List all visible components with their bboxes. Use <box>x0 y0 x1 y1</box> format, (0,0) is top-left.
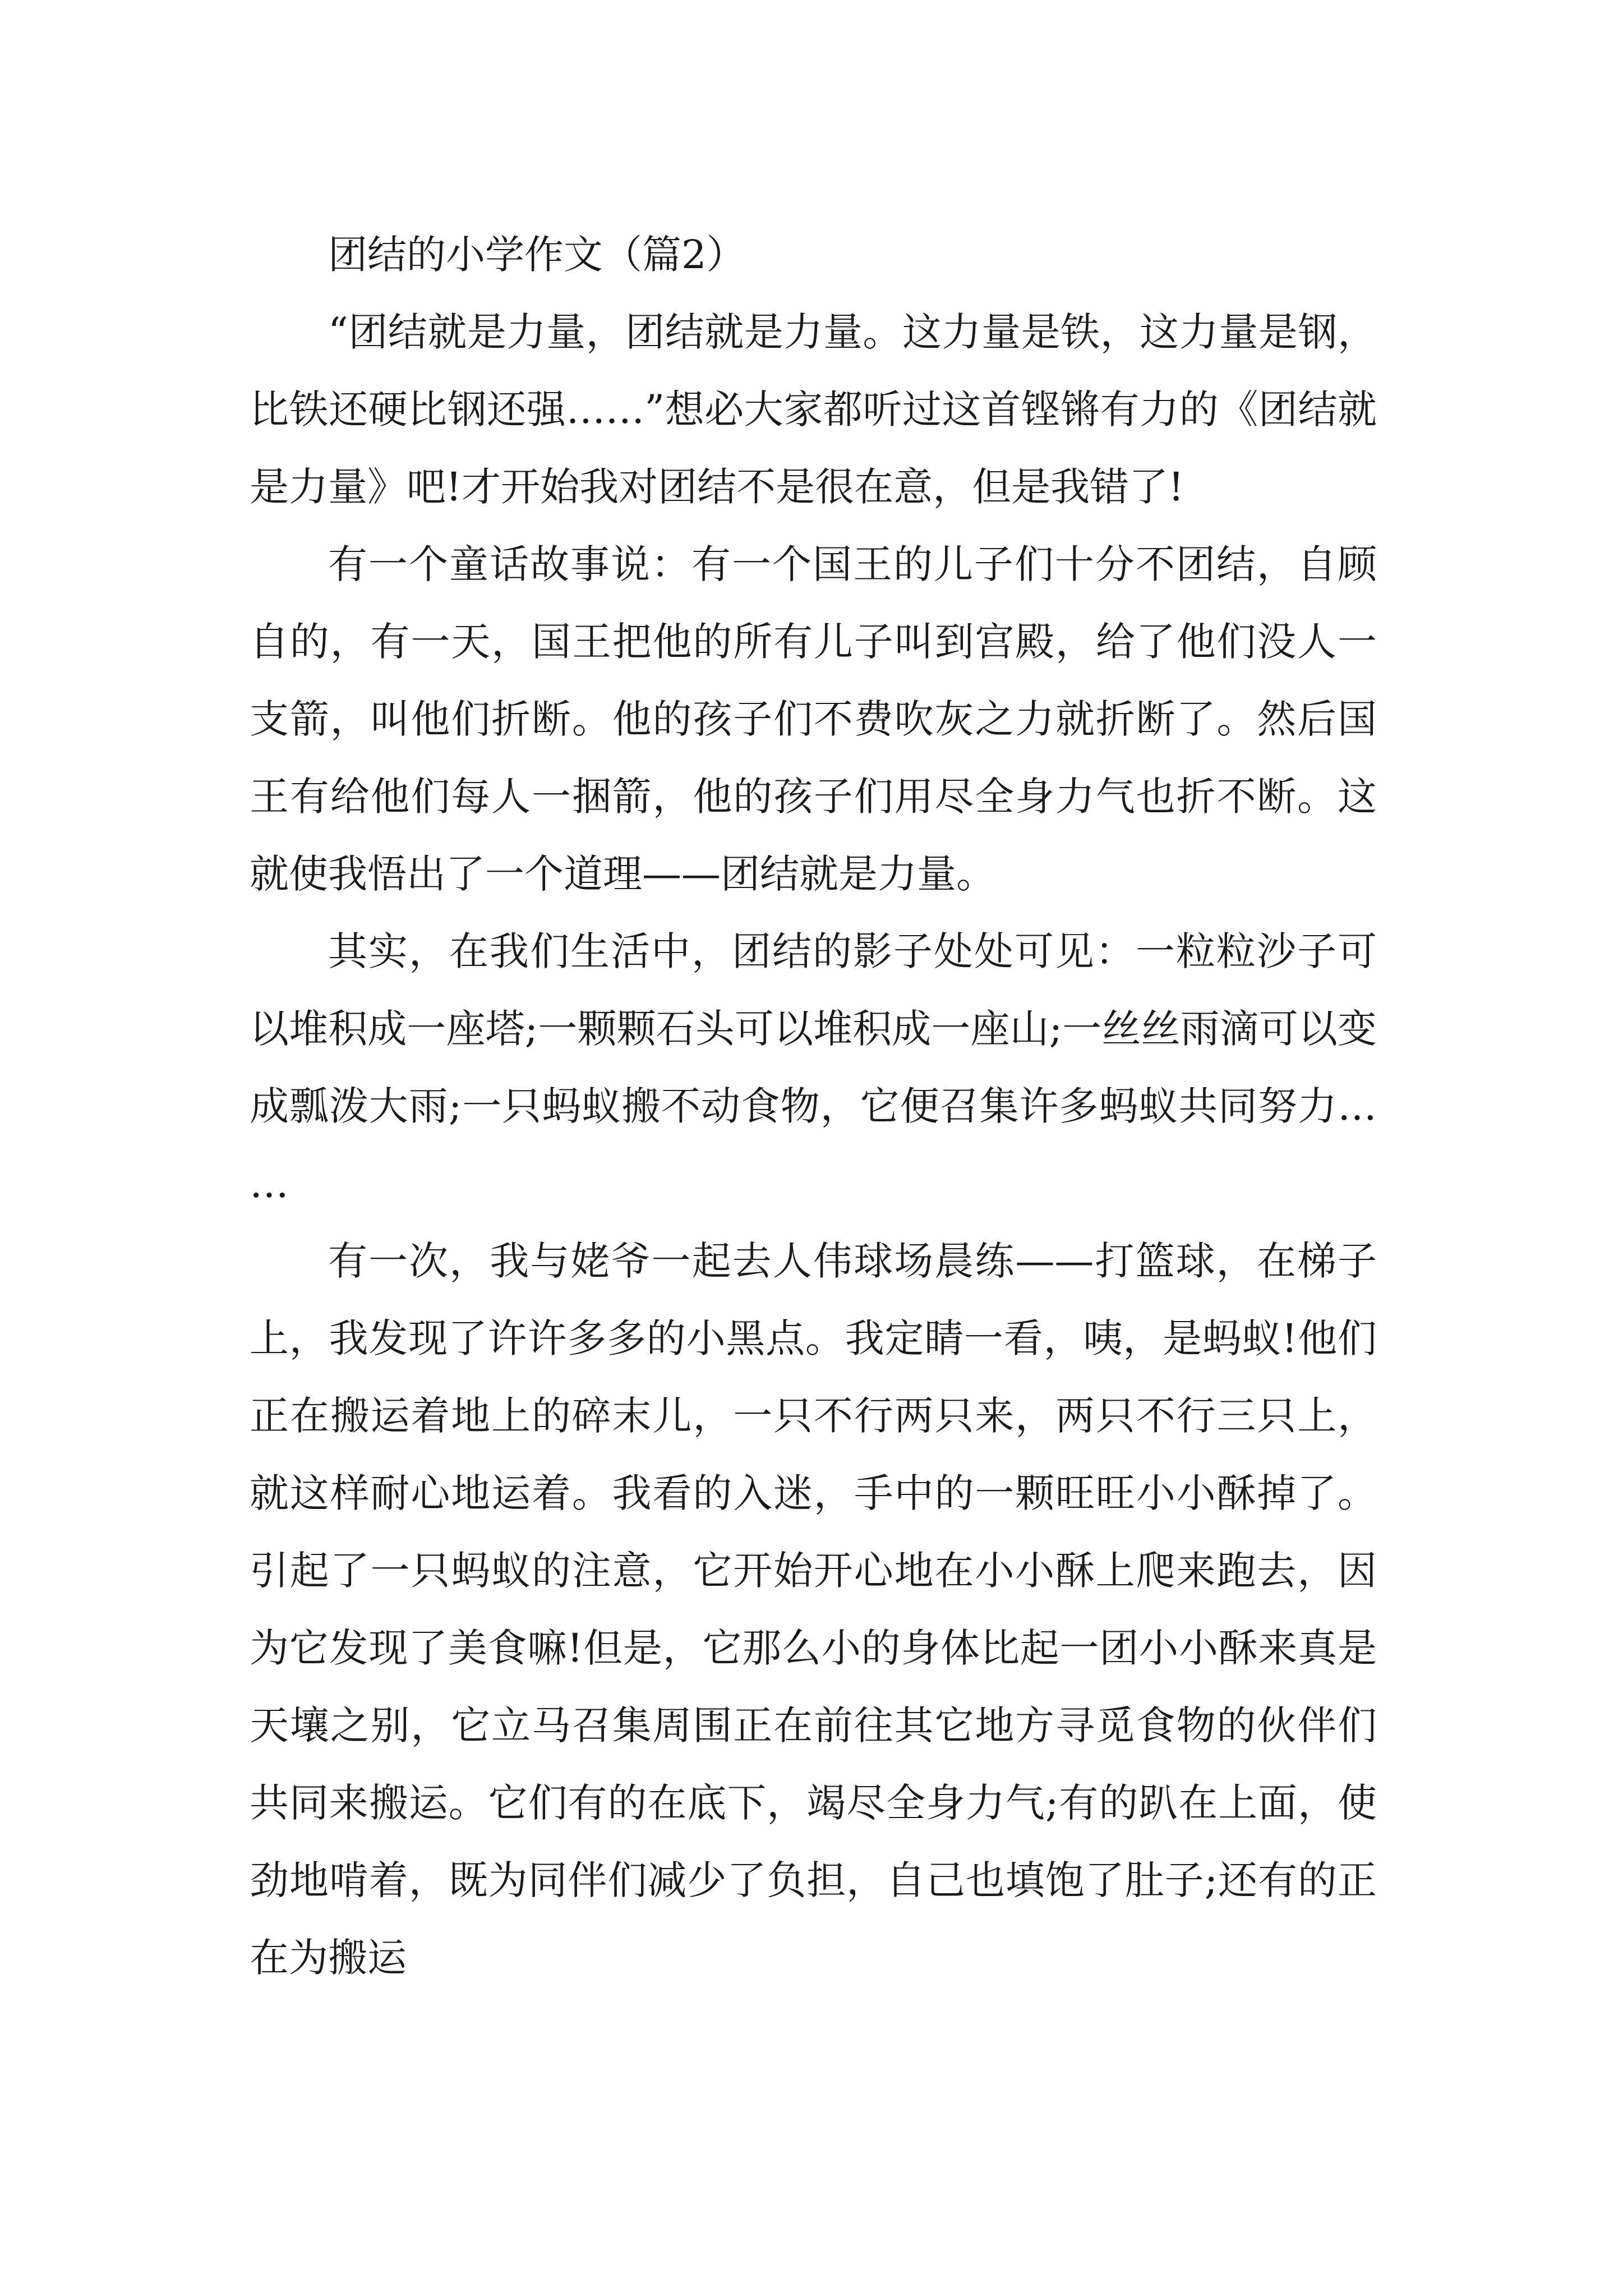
document-body <box>250 216 1377 1996</box>
document-title: 团结的小学作文（篇2） <box>328 232 746 278</box>
paragraph-2: 有一个童话故事说：有一个国王的儿子们十分不团结，自顾自的，有一天，国王把他的所有儿子叫到宫殿，给了他们没人一支箭，叫他们折断。他的孩子们不费吹灰之力就折断了。然后国王有给他们每人一捆箭，他的孩子们用尽全身力气也折不断。这就使我悟出了一个道理——团结就是力量。 <box>250 541 1377 897</box>
paragraph-4: 有一次，我与姥爷一起去人伟球场晨练——打篮球，在梯子上，我发现了许许多多的小黑点。我定睛一看，咦，是蚂蚁!他们正在搬运着地上的碎末儿，一只不行两只来，两只不行三只上，就这样耐心地运着。我看的入迷，手中的一颗旺旺小小酥掉了。引起了一只蚂蚁的注意，它开始开心地在小小酥上爬来跑去，因为它发现了美食嘛!但是，它那么小的身体比起一团小小酥来真是天壤之别，它立马召集周围正在前往其它地方寻觅食物的伙伴们共同来搬运。它们有的在底下，竭尽全身力气;有的趴在上面，使劲地啃着，既为同伴们减少了负担，自己也填饱了肚子;还有的正在为搬运 <box>250 1238 1377 1981</box>
paragraph-1: “团结就是力量，团结就是力量。这力量是铁，这力量是钢，比铁还硬比钢还强……”想必大家都听过这首铿锵有力的《团结就是力量》吧!才开始我对团结不是很在意，但是我错了! <box>250 309 1377 510</box>
paragraph-3: 其实，在我们生活中，团结的影子处处可见：一粒粒沙子可以堆积成一座塔;一颗颗石头可以堆积成一座山;一丝丝雨滴可以变成瓢泼大雨;一只蚂蚁搬不动食物，它便召集许多蚂蚁共同努力…… <box>250 928 1377 1207</box>
